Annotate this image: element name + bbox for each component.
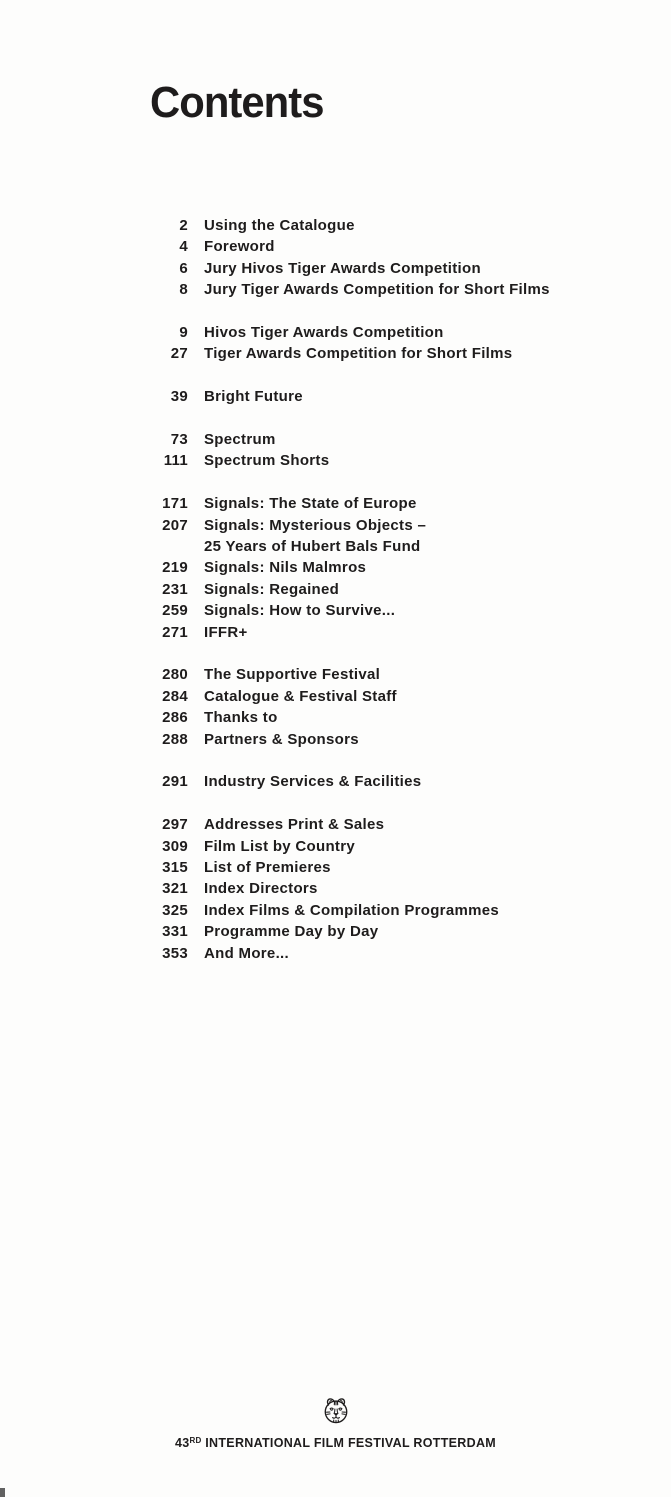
toc-page-number: 331 xyxy=(162,923,188,941)
table-of-contents xyxy=(152,215,592,986)
toc-entry-title-line: And More... xyxy=(204,944,289,962)
toc-page-number: 27 xyxy=(170,345,188,363)
toc-page-number: 2 xyxy=(179,217,188,234)
toc-page-number: 9 xyxy=(179,324,188,342)
toc-entry-title xyxy=(204,429,276,450)
toc-page-number: 297 xyxy=(162,816,188,834)
toc-entry-title-line: Hivos Tiger Awards Competition xyxy=(204,324,444,342)
toc-entry xyxy=(152,450,592,471)
toc-entry xyxy=(152,236,592,257)
toc-entry-title xyxy=(204,343,512,364)
toc-entry-title xyxy=(204,943,289,964)
toc-entry-title-line: Catalogue & Festival Staff xyxy=(204,687,397,705)
toc-entry-title xyxy=(204,557,366,578)
iffr-tiger-logo-icon xyxy=(320,1395,352,1427)
toc-entry-title xyxy=(204,279,550,300)
toc-entry xyxy=(152,258,592,279)
toc-entry-title xyxy=(204,857,331,878)
toc-entry-title-line2: 25 Years of Hubert Bals Fund xyxy=(204,538,421,556)
toc-page-number: 4 xyxy=(179,238,188,256)
toc-entry-title xyxy=(204,814,384,835)
toc-entry xyxy=(152,493,592,514)
toc-entry xyxy=(152,429,592,450)
toc-page-number: 325 xyxy=(162,901,188,919)
toc-entry xyxy=(152,622,592,643)
toc-page-number: 6 xyxy=(179,259,188,277)
toc-entry xyxy=(152,814,592,835)
toc-entry-title xyxy=(204,386,303,407)
toc-group xyxy=(152,322,592,365)
toc-entry-title-line: Jury Hivos Tiger Awards Competition xyxy=(204,259,481,277)
toc-entry-title xyxy=(204,686,397,707)
toc-entry-title-line: IFFR+ xyxy=(204,623,248,641)
festival-name xyxy=(0,1436,671,1450)
toc-page-number: 73 xyxy=(170,431,188,449)
toc-page-number: 231 xyxy=(162,580,188,598)
toc-entry-title xyxy=(204,771,421,792)
toc-entry-title-line: Spectrum Shorts xyxy=(204,452,330,470)
toc-entry-title-line: Partners & Sponsors xyxy=(204,730,359,748)
toc-entry-title-line: Addresses Print & Sales xyxy=(204,816,385,834)
page-edge-mark xyxy=(0,1488,5,1497)
toc-entry-title xyxy=(204,836,355,857)
toc-entry-title-line: Programme Day by Day xyxy=(204,923,379,941)
toc-entry xyxy=(152,943,592,964)
toc-entry-title-line: Foreword xyxy=(204,238,275,256)
toc-entry-title xyxy=(204,729,359,750)
toc-group xyxy=(152,429,592,472)
toc-entry-title-line: Bright Future xyxy=(204,388,303,406)
toc-entry xyxy=(152,557,592,578)
toc-group xyxy=(152,664,592,750)
toc-entry xyxy=(152,386,592,407)
toc-entry-title-line: Index Films & Compilation Programmes xyxy=(204,901,500,919)
toc-page-number: 219 xyxy=(162,559,188,577)
toc-group xyxy=(152,386,592,407)
toc-group xyxy=(152,771,592,792)
toc-page-number: 8 xyxy=(179,281,188,299)
toc-entry xyxy=(152,515,592,558)
toc-entry xyxy=(152,707,592,728)
toc-entry-title-line: Using the Catalogue xyxy=(204,217,355,234)
toc-entry-title xyxy=(204,236,275,257)
toc-entry-title xyxy=(204,600,395,621)
toc-entry-title-line: Film List by Country xyxy=(204,837,356,855)
toc-entry-title-line: Industry Services & Facilities xyxy=(204,773,422,791)
footer xyxy=(0,1395,671,1450)
toc-entry-title xyxy=(204,579,339,600)
toc-entry-title-line: Signals: Regained xyxy=(204,580,340,598)
toc-entry-title xyxy=(204,900,499,921)
toc-entry-title-line: List of Premieres xyxy=(204,859,331,877)
toc-entry-title xyxy=(204,258,481,279)
toc-entry xyxy=(152,900,592,921)
page-title: Contents xyxy=(150,78,324,127)
toc-entry xyxy=(152,836,592,857)
toc-entry xyxy=(152,322,592,343)
toc-page-number: 39 xyxy=(170,388,188,406)
toc-page-number: 280 xyxy=(162,666,188,684)
toc-page-number: 315 xyxy=(162,859,188,877)
toc-page-number: 353 xyxy=(162,944,188,962)
toc-entry-title-line: Spectrum xyxy=(204,431,276,449)
toc-entry-title-line: Jury Tiger Awards Competition for Short Films xyxy=(204,281,550,299)
toc-page-number: 284 xyxy=(162,687,188,705)
toc-entry-title xyxy=(204,664,380,685)
toc-entry xyxy=(152,664,592,685)
toc-group xyxy=(152,493,592,643)
toc-page-number: 171 xyxy=(162,495,188,513)
toc-entry-title xyxy=(204,707,278,728)
toc-entry-title xyxy=(204,215,355,236)
toc-entry xyxy=(152,279,592,300)
toc-entry xyxy=(152,343,592,364)
toc-entry-title xyxy=(204,878,318,899)
toc-entry-title-line: Thanks to xyxy=(204,709,278,727)
edition-number: 43 xyxy=(175,1436,190,1450)
toc-page-number: 291 xyxy=(162,773,188,791)
toc-page-number: 259 xyxy=(162,602,188,620)
toc-entry-title-line: Signals: The State of Europe xyxy=(204,495,417,513)
toc-entry xyxy=(152,729,592,750)
toc-page-number: 321 xyxy=(162,880,188,898)
toc-entry-title-line: Index Directors xyxy=(204,880,318,898)
toc-entry xyxy=(152,857,592,878)
toc-entry-title-line: Signals: Nils Malmros xyxy=(204,559,367,577)
toc-page-number: 288 xyxy=(162,730,188,748)
toc-entry-title-line: The Supportive Festival xyxy=(204,666,381,684)
toc-entry-title xyxy=(204,921,378,942)
toc-page-number: 286 xyxy=(162,709,188,727)
toc-page-number: 271 xyxy=(162,623,188,641)
toc-entry-title xyxy=(204,515,426,558)
edition-suffix: RD xyxy=(189,1436,202,1445)
toc-entry xyxy=(152,686,592,707)
toc-entry-title-line: Signals: How to Survive... xyxy=(204,602,396,620)
toc-entry xyxy=(152,878,592,899)
toc-entry-title xyxy=(204,450,329,471)
toc-entry xyxy=(152,215,592,236)
toc-entry xyxy=(152,600,592,621)
toc-entry xyxy=(152,579,592,600)
toc-entry-title-line: Signals: Mysterious Objects – xyxy=(204,516,427,534)
toc-entry xyxy=(152,921,592,942)
toc-entry-title xyxy=(204,322,444,343)
toc-group xyxy=(152,814,592,964)
toc-page-number: 111 xyxy=(163,452,188,470)
toc-entry-title xyxy=(204,622,248,643)
toc-page-number: 309 xyxy=(162,837,188,855)
toc-entry-title-line: Tiger Awards Competition for Short Films xyxy=(204,345,513,363)
toc-page-number: 207 xyxy=(162,516,188,534)
toc-entry xyxy=(152,771,592,792)
toc-entry-title xyxy=(204,493,417,514)
festival-name-text: INTERNATIONAL FILM FESTIVAL ROTTERDAM xyxy=(205,1436,496,1450)
toc-group xyxy=(152,215,592,301)
